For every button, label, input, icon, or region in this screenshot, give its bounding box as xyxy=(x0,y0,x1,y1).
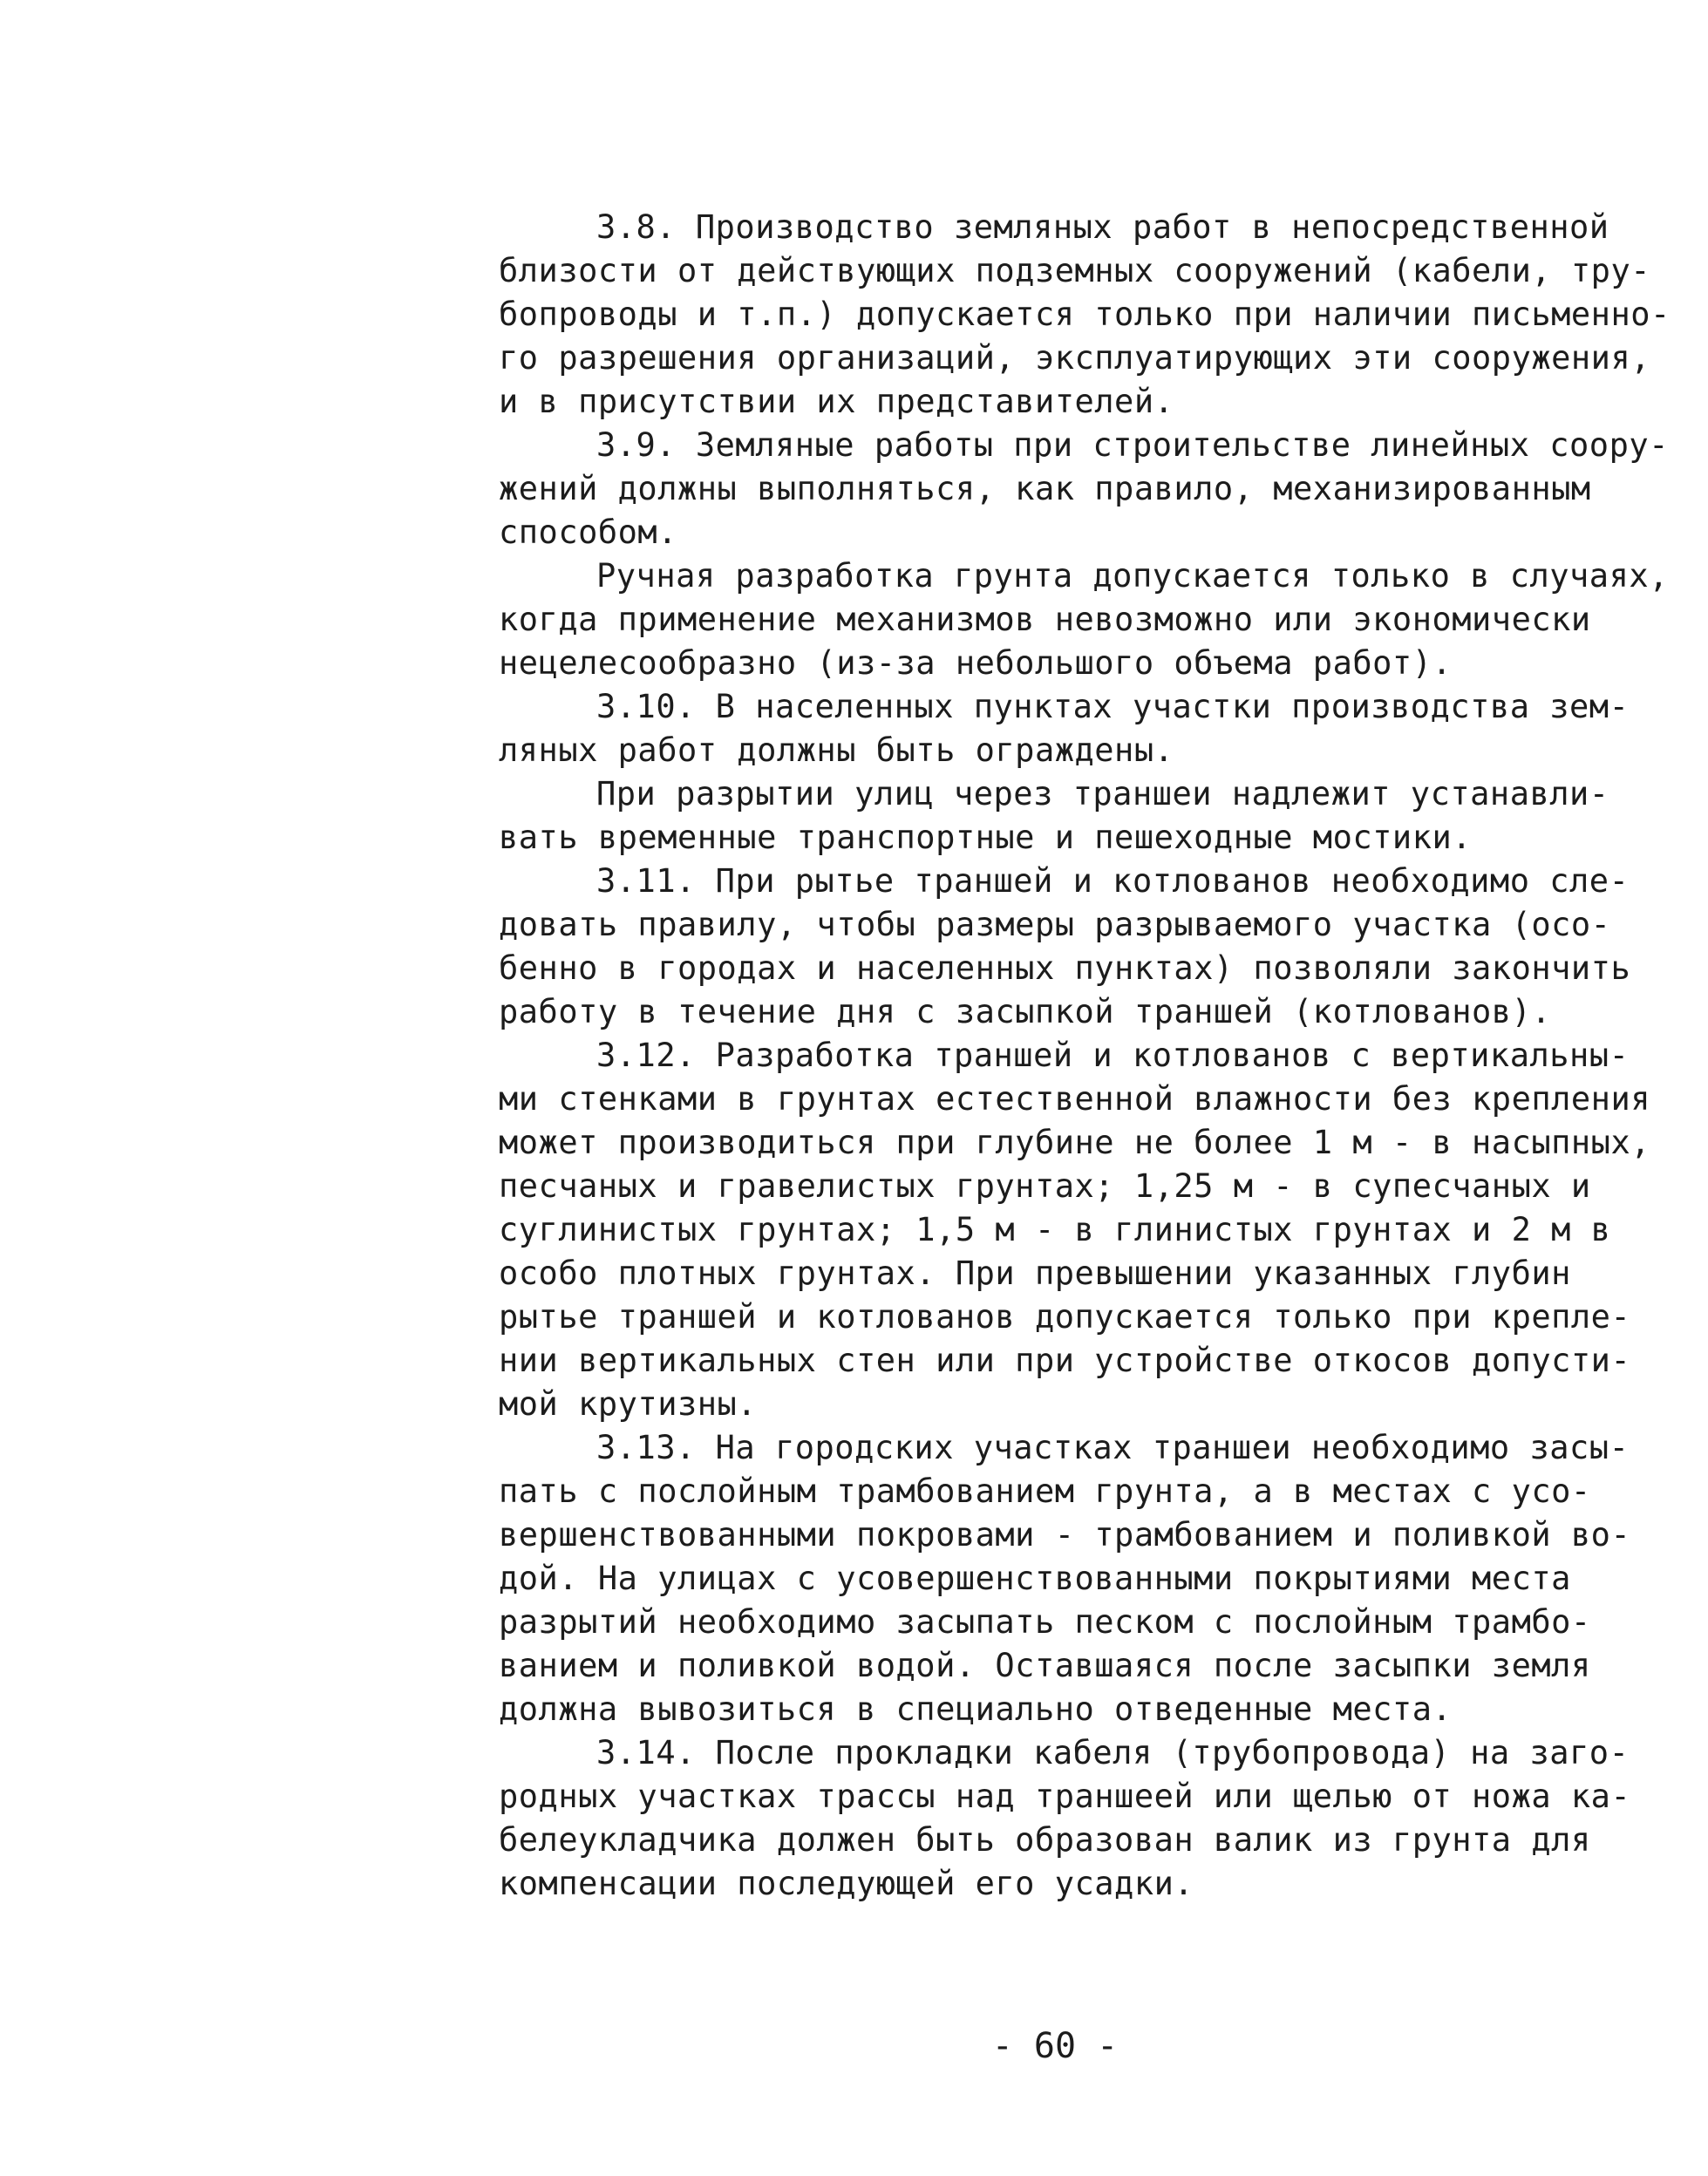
paragraph-p-3-9 xyxy=(499,424,1684,554)
text-line: нецелесообразно (из-за небольшого объема работ). xyxy=(499,644,1453,682)
text-line: суглинистых грунтах; 1,5 м - в глинистых грунтах и 2 м в xyxy=(499,1211,1611,1248)
text-line: разрытий необходимо засыпать песком с послойным трамбо- xyxy=(499,1603,1591,1641)
paragraph-p-3-12 xyxy=(499,1034,1684,1426)
text-line: бенно в городах и населенных пунктах) позволяли закончить xyxy=(499,949,1631,987)
text-line: белеукладчика должен быть образован валик из грунта для xyxy=(499,1821,1591,1859)
text-line: должна вывозиться в специально отведенные места. xyxy=(499,1690,1453,1728)
text-line: ми стенками в грунтах естественной влажности без крепления xyxy=(499,1080,1651,1118)
text-line: песчаных и гравелистых грунтах; 1,25 м - в супесчаных и xyxy=(499,1167,1591,1205)
text-line: При разрытии улиц через траншеи надлежит устанавли- xyxy=(596,775,1609,813)
body-text xyxy=(499,206,1684,1906)
paragraph-p-bridges xyxy=(499,772,1684,860)
text-line: родных участках трассы над траншеей или щелью от ножа ка- xyxy=(499,1778,1631,1815)
paragraph-p-3-11 xyxy=(499,860,1684,1034)
text-line: 3.13. На городских участках траншеи необходимо засы- xyxy=(596,1429,1630,1466)
text-line: 3.10. В населенных пунктах участки производства зем- xyxy=(596,688,1630,725)
text-line: бопроводы и т.п.) допускается только при наличии письменно- xyxy=(499,296,1671,333)
text-line: 3.8. Производство земляных работ в непосредственной xyxy=(596,208,1609,246)
text-line: 3.9. Земляные работы при строительстве линейных соору- xyxy=(596,426,1669,464)
text-line: вершенствованными покровами - трамбованием и поливкой во- xyxy=(499,1516,1631,1554)
text-line: дой. На улицах с усовершенствованными покрытиями места xyxy=(499,1560,1571,1597)
text-line: близости от действующих подземных сооружений (кабели, тру- xyxy=(499,252,1651,289)
text-line: работу в течение дня с засыпкой траншей (котлованов). xyxy=(499,993,1552,1030)
text-line: ляных работ должны быть ограждены. xyxy=(499,731,1174,769)
text-line: Ручная разработка грунта допускается только в случаях, xyxy=(596,557,1669,595)
text-line: способом. xyxy=(499,513,677,551)
paragraph-p-manual xyxy=(499,554,1684,685)
paragraph-p-3-8 xyxy=(499,206,1684,424)
text-line: может производиться при глубине не более 1 м - в насыпных, xyxy=(499,1124,1651,1161)
text-line: довать правилу, чтобы размеры разрываемого участка (осо- xyxy=(499,906,1611,943)
text-line: нии вертикальных стен или при устройстве откосов допусти- xyxy=(499,1342,1631,1379)
text-line: пать с послойным трамбованием грунта, а в местах с усо- xyxy=(499,1472,1591,1510)
paragraph-p-3-10 xyxy=(499,685,1684,772)
paragraph-p-3-13 xyxy=(499,1426,1684,1731)
text-line: когда применение механизмов невозможно или экономически xyxy=(499,601,1591,638)
text-line: 3.14. После прокладки кабеля (трубопровода) на заго- xyxy=(596,1734,1630,1771)
paragraph-p-3-14 xyxy=(499,1731,1684,1906)
text-line: 3.11. При рытье траншей и котлованов необходимо сле- xyxy=(596,862,1630,900)
text-line: мой крутизны. xyxy=(499,1385,758,1423)
text-line: ванием и поливкой водой. Оставшаяся после засыпки земля xyxy=(499,1647,1591,1684)
text-line: и в присутствии их представителей. xyxy=(499,383,1174,420)
text-line: рытье траншей и котлованов допускается только при крепле- xyxy=(499,1298,1631,1336)
text-line: го разрешения организаций, эксплуатирующих эти сооружения, xyxy=(499,339,1651,377)
page-number: - 60 - xyxy=(991,2026,1119,2066)
text-line: 3.12. Разработка траншей и котлованов с вертикальны- xyxy=(596,1037,1630,1074)
text-line: компенсации последующей его усадки. xyxy=(499,1865,1194,1902)
text-line: жений должны выполняться, как правило, механизированным xyxy=(499,470,1591,507)
text-line: особо плотных грунтах. При превышении указанных глубин xyxy=(499,1255,1571,1292)
text-line: вать временные транспортные и пешеходные мостики. xyxy=(499,819,1473,856)
